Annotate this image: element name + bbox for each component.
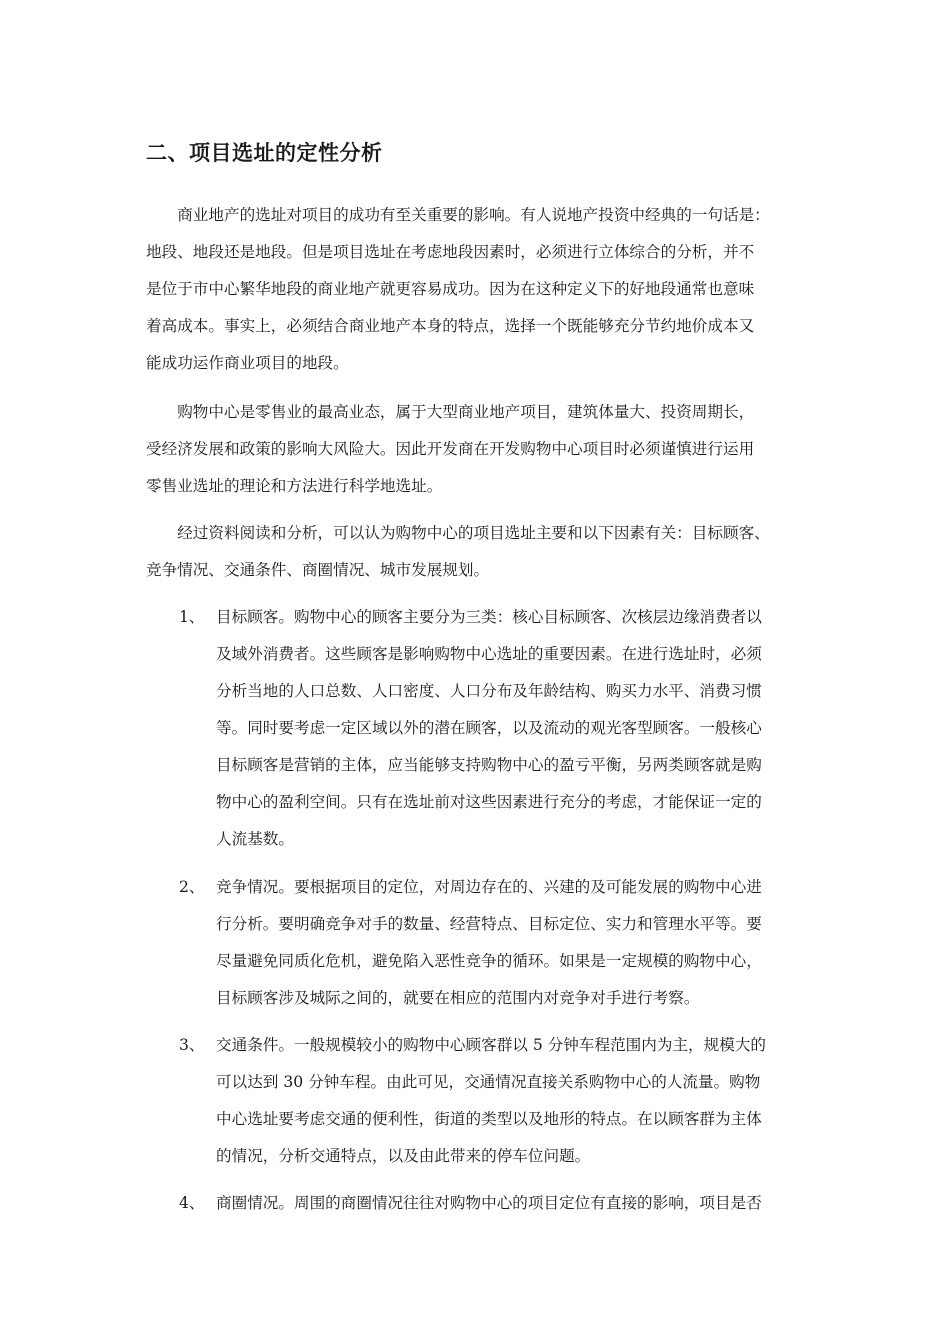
text-line: 着高成本。事实上，必须结合商业地产本身的特点，选择一个既能够充分节约地价成本又 bbox=[146, 317, 755, 335]
text-line: 经过资料阅读和分析，可以认为购物中心的项目选址主要和以下因素有关：目标顾客、 bbox=[146, 524, 770, 542]
paragraph-site-importance bbox=[146, 197, 818, 382]
list-item-body bbox=[216, 869, 816, 1017]
paragraph-factors bbox=[146, 515, 818, 589]
section-heading: 二、项目选址的定性分析 bbox=[146, 141, 383, 165]
list-number: 2、 bbox=[179, 878, 205, 896]
text-line: 竞争情况。要根据项目的定位，对周边存在的、兴建的及可能发展的购物中心进 bbox=[216, 878, 762, 896]
text-line: 能成功运作商业项目的地段。 bbox=[146, 354, 349, 372]
text-line: 商业地产的选址对项目的成功有至关重要的影响。有人说地产投资中经典的一句话是： bbox=[146, 206, 770, 224]
text-line: 目标顾客是营销的主体，应当能够支持购物中心的盈亏平衡，另两类顾客就是购 bbox=[216, 756, 762, 774]
list-item-body bbox=[216, 599, 816, 858]
text-line: 及域外消费者。这些顾客是影响购物中心选址的重要因素。在进行选址时，必须 bbox=[216, 645, 762, 663]
text-line: 人流基数。 bbox=[216, 830, 294, 848]
text-line: 中心选址要考虑交通的便利性，街道的类型以及地形的特点。在以顾客群为主体 bbox=[216, 1110, 762, 1128]
text-line: 的情况，分析交通特点，以及由此带来的停车位问题。 bbox=[216, 1147, 591, 1165]
list-number: 3、 bbox=[179, 1036, 205, 1054]
text-line: 可以达到 30 分钟车程。由此可见，交通情况直接关系购物中心的人流量。购物 bbox=[216, 1073, 761, 1091]
paragraph-shopping-center bbox=[146, 394, 818, 505]
text-line: 地段、地段还是地段。但是项目选址在考虑地段因素时，必须进行立体综合的分析，并不 bbox=[146, 243, 755, 261]
text-line: 是位于市中心繁华地段的商业地产就更容易成功。因为在这种定义下的好地段通常也意味 bbox=[146, 280, 755, 298]
text-line: 等。同时要考虑一定区域以外的潜在顾客，以及流动的观光客型顾客。一般核心 bbox=[216, 719, 762, 737]
list-item-body bbox=[216, 1185, 816, 1222]
list-number: 1、 bbox=[179, 608, 205, 626]
text-line: 零售业选址的理论和方法进行科学地选址。 bbox=[146, 477, 443, 495]
text-line: 物中心的盈利空间。只有在选址前对这些因素进行充分的考虑，才能保证一定的 bbox=[216, 793, 762, 811]
text-line: 目标顾客涉及城际之间的，就要在相应的范围内对竞争对手进行考察。 bbox=[216, 989, 700, 1007]
list-item-body bbox=[216, 1027, 816, 1175]
list-number: 4、 bbox=[179, 1194, 205, 1212]
text-line: 受经济发展和政策的影响大风险大。因此开发商在开发购物中心项目时必须谨慎进行运用 bbox=[146, 440, 755, 458]
text-line: 交通条件。一般规模较小的购物中心顾客群以 5 分钟车程范围内为主，规模大的 bbox=[216, 1036, 767, 1054]
text-line: 竞争情况、交通条件、商圈情况、城市发展规划。 bbox=[146, 561, 490, 579]
text-line: 分析当地的人口总数、人口密度、人口分布及年龄结构、购买力水平、消费习惯 bbox=[216, 682, 762, 700]
text-line: 目标顾客。购物中心的顾客主要分为三类：核心目标顾客、次核层边缘消费者以 bbox=[216, 608, 762, 626]
text-line: 行分析。要明确竞争对手的数量、经营特点、目标定位、实力和管理水平等。要 bbox=[216, 915, 762, 933]
text-line: 尽量避免同质化危机，避免陷入恶性竞争的循环。如果是一定规模的购物中心， bbox=[216, 952, 762, 970]
text-line: 商圈情况。周围的商圈情况往往对购物中心的项目定位有直接的影响，项目是否 bbox=[216, 1194, 762, 1212]
text-line: 购物中心是零售业的最高业态，属于大型商业地产项目，建筑体量大、投资周期长， bbox=[146, 403, 755, 421]
